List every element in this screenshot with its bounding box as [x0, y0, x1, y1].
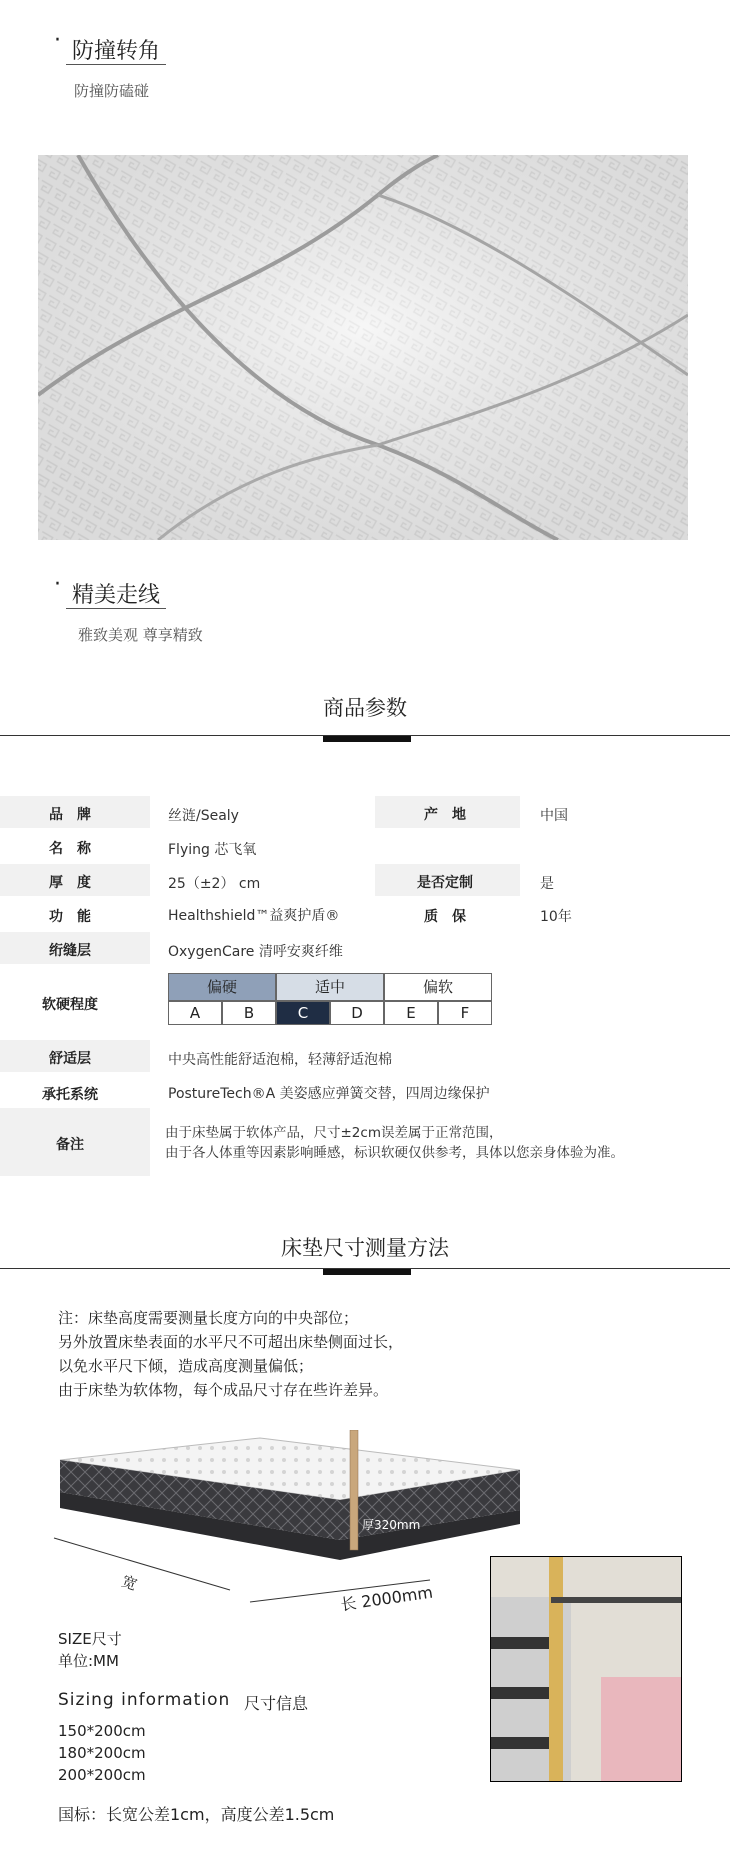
sizing-heading-cn: 尺寸信息: [244, 1694, 309, 1713]
remark-line: 由于各人体重等因素影响睡感，标识软硬仅供参考，具体以您亲身体验为准。: [165, 1145, 624, 1161]
param-label: 舒适层: [49, 1051, 91, 1067]
firmness-level-medium: 适中: [276, 973, 384, 1001]
param-label: 质 保: [424, 909, 466, 925]
firmness-grade: B: [222, 1001, 276, 1025]
param-value: 是: [540, 876, 554, 892]
firmness-grade: E: [384, 1001, 438, 1025]
feature-subtitle: 防撞防磕碰: [74, 82, 150, 100]
quilted-fabric-image: [38, 155, 688, 540]
remark-label: 备注: [56, 1137, 84, 1153]
size-unit: 单位:MM: [58, 1652, 119, 1670]
param-label: 名 称: [49, 841, 91, 857]
firmness-grade-selected: C: [276, 1001, 330, 1025]
section-accent-bar: [323, 1269, 411, 1275]
param-value: Flying 芯飞氧: [168, 842, 257, 858]
firmness-grade: F: [438, 1001, 492, 1025]
feature-title: 防撞转角: [72, 39, 161, 64]
param-label: 绗缝层: [49, 943, 91, 959]
feature-underline: [66, 64, 166, 65]
remark-line: 由于床垫属于软体产品，尺寸±2cm误差属于正常范围，: [165, 1125, 503, 1141]
firmness-grade: A: [168, 1001, 222, 1025]
param-label: 是否定制: [417, 875, 473, 891]
param-label: 品 牌: [49, 807, 91, 823]
measure-note: 另外放置床垫表面的水平尺不可超出床垫侧面过长，: [58, 1333, 404, 1351]
sizing-heading: Sizing information: [58, 1690, 231, 1710]
param-value: 丝涟/Sealy: [168, 808, 239, 824]
size-option: 200*200cm: [58, 1766, 146, 1784]
firmness-grade: D: [330, 1001, 384, 1025]
param-value: 10年: [540, 909, 572, 925]
measure-note: 由于床垫为软体物，每个成品尺寸存在些许差异。: [58, 1381, 389, 1399]
param-label: 承托系统: [42, 1087, 98, 1103]
bullet-dot: ·: [54, 572, 61, 597]
param-value: PostureTech®A 美姿感应弹簧交替，四周边缘保护: [168, 1086, 490, 1102]
feature-subtitle: 雅致美观 尊享精致: [78, 626, 203, 644]
length-label: 长 2000mm: [339, 1582, 434, 1615]
param-value: Healthshield™益爽护盾®: [168, 908, 340, 924]
param-label: 产 地: [424, 807, 466, 823]
param-value: 中国: [540, 808, 568, 824]
size-option: 150*200cm: [58, 1722, 146, 1740]
feature-title: 精美走线: [72, 583, 161, 608]
size-title: SIZE尺寸: [58, 1630, 122, 1648]
param-value: 25（±2） cm: [168, 876, 261, 892]
section-title: 床垫尺寸测量方法: [281, 1236, 449, 1260]
size-option: 180*200cm: [58, 1744, 146, 1762]
measure-note: 以免水平尺下倾，造成高度测量偏低；: [58, 1357, 314, 1375]
thickness-label: 厚320mm: [362, 1518, 421, 1532]
param-label: 厚 度: [49, 875, 91, 891]
param-label: 功 能: [49, 909, 91, 925]
measurement-photo: [490, 1556, 682, 1782]
param-value: OxygenCare 清呼安爽纤维: [168, 944, 343, 960]
firmness-level-hard: 偏硬: [168, 973, 276, 1001]
tolerance-standard: 国标：长宽公差1cm，高度公差1.5cm: [58, 1805, 335, 1824]
width-label: 宽: [119, 1571, 140, 1594]
param-value: 中央高性能舒适泡棉，轻薄舒适泡棉: [168, 1052, 392, 1068]
section-title: 商品参数: [323, 696, 407, 720]
measure-note: 注：床垫高度需要测量长度方向的中央部位；: [58, 1309, 359, 1327]
firmness-label: 软硬程度: [42, 997, 98, 1013]
section-accent-bar: [323, 736, 411, 742]
feature-underline: [66, 608, 166, 609]
bullet-dot: ·: [54, 28, 61, 53]
firmness-level-soft: 偏软: [384, 973, 492, 1001]
